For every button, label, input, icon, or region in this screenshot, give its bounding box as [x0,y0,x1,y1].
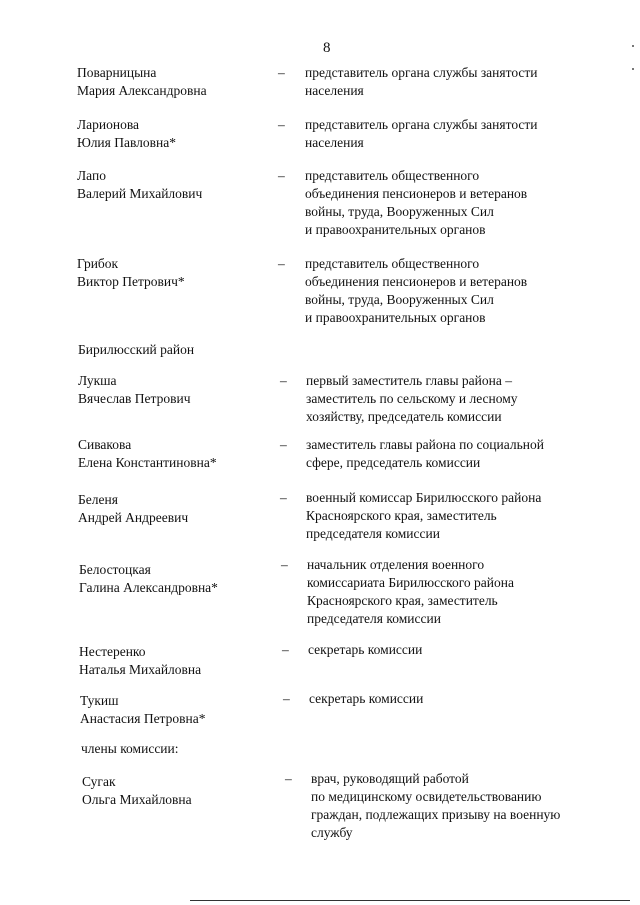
member-role: начальник отделения военного комиссариата Бирилюсского района Красноярского края, заместитель председателя комиссии [307,557,514,626]
dash-separator: – [283,691,290,706]
member-role: секретарь комиссии [308,642,423,657]
member-role: врач, руководящий работой по медицинскому освидетельствованию граждан, подлежащих призыву на военную службу [311,771,561,840]
page-number: 8 [323,40,331,56]
bottom-rule [190,900,630,901]
member-role: первый заместитель главы района – заместитель по сельскому и лесному хозяйству, председатель комиссии [306,373,518,424]
member-role: представитель общественного объединения пенсионеров и ветеранов войны, труда, Вооруженных Сил и правоохранительных органов [305,256,528,325]
member-name: Ларионова Юлия Павловна* [77,117,177,150]
dash-separator: – [278,256,285,271]
dash-separator: – [280,437,287,452]
member-name: Беленя Андрей Андреевич [78,492,189,525]
member-role: представитель органа службы занятости населения [305,65,538,98]
member-role: секретарь комиссии [309,691,424,706]
member-name: Нестеренко Наталья Михайловна [79,644,202,677]
scan-mark [632,68,634,70]
dash-separator: – [278,117,285,132]
dash-separator: – [278,168,285,183]
member-role: представитель органа службы занятости населения [305,117,538,150]
dash-separator: – [285,771,292,786]
member-name: Лапо Валерий Михайлович [77,168,203,201]
member-role: заместитель главы района по социальной сфере, председатель комиссии [306,437,544,470]
dash-separator: – [281,557,288,572]
dash-separator: – [280,373,287,388]
member-role: представитель общественного объединения пенсионеров и ветеранов войны, труда, Вооруженных Сил и правоохранительных органов [305,168,528,237]
member-name: Поварницына Мария Александровна [77,65,207,98]
dash-separator: – [278,65,285,80]
dash-separator: – [282,642,289,657]
district-heading: Бирилюсский район [78,342,195,357]
dash-separator: – [280,490,287,505]
member-name: Лукша Вячеслав Петрович [78,373,191,406]
member-name: Грибок Виктор Петрович* [77,256,185,289]
members-heading: члены комиссии: [81,741,179,756]
member-name: Сугак Ольга Михайловна [82,774,192,807]
member-name: Тукиш Анастасия Петровна* [80,693,206,726]
member-name: Белостоцкая Галина Александровна* [79,562,218,595]
member-name: Сивакова Елена Константиновна* [78,437,217,470]
scan-mark [632,45,634,47]
member-role: военный комиссар Бирилюсского района Красноярского края, заместитель председателя комиссии [306,490,542,541]
